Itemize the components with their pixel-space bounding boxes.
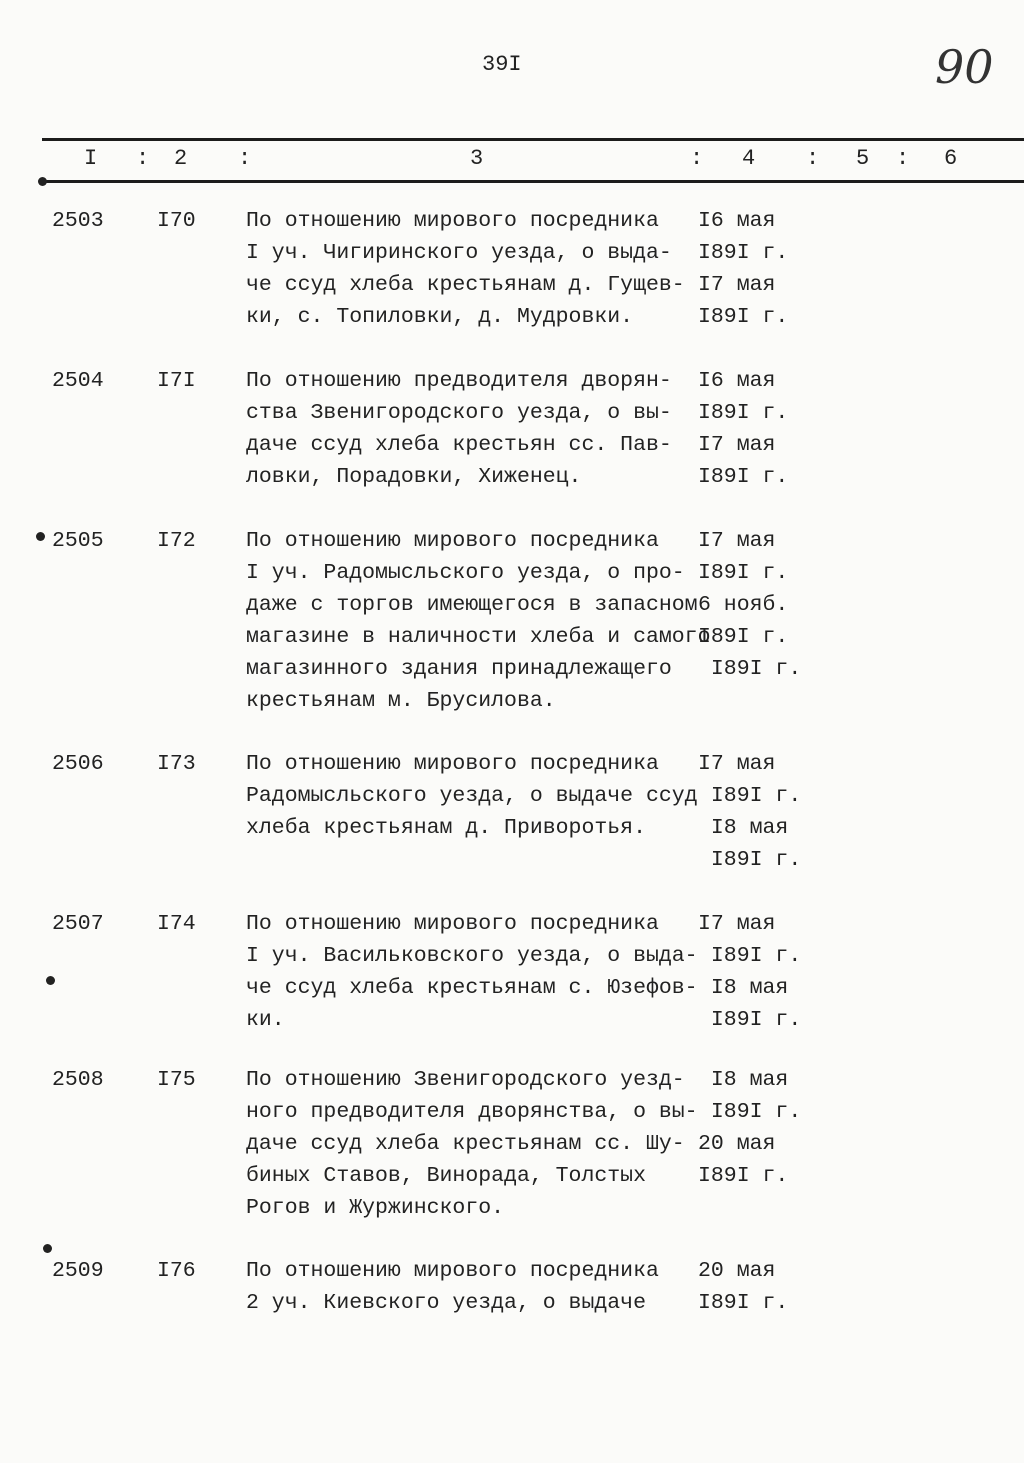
entry-date: I89I г. xyxy=(698,944,802,968)
entry-number: 2506 xyxy=(52,752,104,776)
entry-line xyxy=(0,205,1024,237)
entry-description: По отношению мирового посредника xyxy=(246,752,659,776)
entry-subnumber: I75 xyxy=(157,1068,196,1092)
entry-description: крестьянам м. Брусилова. xyxy=(246,689,556,713)
col-header-4: 4 xyxy=(742,146,756,171)
entry-line xyxy=(0,269,1024,301)
col-header-1: I xyxy=(84,146,98,171)
entry-date: I89I г. xyxy=(698,401,789,425)
entry-date: I89I г. xyxy=(698,784,802,808)
entry-description: Рогов и Журжинского. xyxy=(246,1196,505,1220)
entry-number: 2509 xyxy=(52,1259,104,1283)
entry-line xyxy=(0,429,1024,461)
entry-date: I89I г. xyxy=(698,848,802,872)
entry-subnumber: I73 xyxy=(157,752,196,776)
entry-description: По отношению мирового посредника xyxy=(246,209,659,233)
entry-subnumber: I7I xyxy=(157,369,196,393)
col-separator: : xyxy=(690,146,704,171)
col-header-2: 2 xyxy=(174,146,188,171)
header-top-rule xyxy=(42,138,1024,141)
entry-date: I89I г. xyxy=(698,625,789,649)
entry-description: че ссуд хлеба крестьянам с. Юзефов- xyxy=(246,976,698,1000)
entry-date: I89I г. xyxy=(698,561,789,585)
entry-description: По отношению Звенигородского уезд- xyxy=(246,1068,685,1092)
entry-line xyxy=(0,1255,1024,1287)
entry-line xyxy=(0,589,1024,621)
ink-dot xyxy=(43,1244,52,1253)
entry-line xyxy=(0,237,1024,269)
entry-description: I уч. Чигиринского уезда, о выда- xyxy=(246,241,672,265)
entry-line xyxy=(0,1004,1024,1036)
entry-date: I89I г. xyxy=(698,465,789,489)
entry-number: 2507 xyxy=(52,912,104,936)
entry-date: I7 мая xyxy=(698,752,776,776)
entry-number: 2505 xyxy=(52,529,104,553)
entry-date: I89I г. xyxy=(698,1291,789,1315)
entry-description: I уч. Васильковского уезда, о выда- xyxy=(246,944,698,968)
col-separator: : xyxy=(806,146,820,171)
entry-description: По отношению предводителя дворян- xyxy=(246,369,672,393)
entry-date: I89I г. xyxy=(698,1164,789,1188)
entry-line xyxy=(0,461,1024,493)
entry-description: 2 уч. Киевского уезда, о выдаче xyxy=(246,1291,646,1315)
entry-description: I уч. Радомысльского уезда, о про- xyxy=(246,561,685,585)
entry-date: I6 мая xyxy=(698,209,776,233)
register-entry xyxy=(0,908,1024,1036)
entry-subnumber: I74 xyxy=(157,912,196,936)
entry-description: ки. xyxy=(246,1008,285,1032)
col-separator: : xyxy=(238,146,252,171)
entry-line xyxy=(0,557,1024,589)
entry-description: биных Ставов, Винорада, Толстых xyxy=(246,1164,646,1188)
register-entry xyxy=(0,525,1024,717)
entry-line xyxy=(0,812,1024,844)
register-entry xyxy=(0,1064,1024,1224)
entry-line xyxy=(0,780,1024,812)
entry-date: I7 мая xyxy=(698,529,776,553)
entry-description: По отношению мирового посредника xyxy=(246,1259,659,1283)
entry-line xyxy=(0,397,1024,429)
entry-line xyxy=(0,1160,1024,1192)
register-entry xyxy=(0,205,1024,333)
entry-date: I89I г. xyxy=(698,1100,802,1124)
entry-date: I8 мая xyxy=(698,816,789,840)
entry-line xyxy=(0,301,1024,333)
entry-date: I8 мая xyxy=(698,976,789,1000)
entry-date: 20 мая xyxy=(698,1132,776,1156)
entry-date: I8 мая xyxy=(698,1068,789,1092)
entry-description: хлеба крестьянам д. Приворотья. xyxy=(246,816,646,840)
entry-line xyxy=(0,844,1024,876)
entry-description: даже с торгов имеющегося в запасном xyxy=(246,593,698,617)
entry-description: даче ссуд хлеба крестьян сс. Пав- xyxy=(246,433,672,457)
entry-line xyxy=(0,1192,1024,1224)
entry-date: I89I г. xyxy=(698,657,802,681)
entry-subnumber: I70 xyxy=(157,209,196,233)
entry-description: Радомысльского уезда, о выдаче ссуд xyxy=(246,784,698,808)
entry-description: По отношению мирового посредника xyxy=(246,912,659,936)
entry-date: I7 мая xyxy=(698,433,776,457)
entry-number: 2503 xyxy=(52,209,104,233)
entry-line xyxy=(0,1287,1024,1319)
entry-description: ного предводителя дворянства, о вы- xyxy=(246,1100,698,1124)
entry-description: че ссуд хлеба крестьянам д. Гущев- xyxy=(246,273,685,297)
entry-line xyxy=(0,685,1024,717)
ink-dot xyxy=(38,177,47,186)
entry-line xyxy=(0,1128,1024,1160)
col-header-3: 3 xyxy=(470,146,484,171)
entry-description: По отношению мирового посредника xyxy=(246,529,659,553)
entry-number: 2504 xyxy=(52,369,104,393)
entry-date: I6 мая xyxy=(698,369,776,393)
entry-subnumber: I72 xyxy=(157,529,196,553)
col-separator: : xyxy=(896,146,910,171)
entry-line xyxy=(0,1096,1024,1128)
col-header-5: 5 xyxy=(856,146,870,171)
entry-date: I89I г. xyxy=(698,1008,802,1032)
entry-description: ства Звенигородского уезда, о вы- xyxy=(246,401,672,425)
entry-number: 2508 xyxy=(52,1068,104,1092)
entry-line xyxy=(0,940,1024,972)
entry-date: 20 мая xyxy=(698,1259,776,1283)
entry-line xyxy=(0,525,1024,557)
entry-line xyxy=(0,908,1024,940)
register-entry xyxy=(0,1255,1024,1319)
entry-line xyxy=(0,748,1024,780)
entry-description: даче ссуд хлеба крестьянам сс. Шу- xyxy=(246,1132,685,1156)
entry-line xyxy=(0,972,1024,1004)
entry-line xyxy=(0,653,1024,685)
entry-description: магазине в наличности хлеба и самого xyxy=(246,625,711,649)
entry-date: I7 мая xyxy=(698,912,776,936)
entry-description: ки, с. Топиловки, д. Мудровки. xyxy=(246,305,634,329)
header-bottom-rule xyxy=(42,180,1024,183)
page-number: 39I xyxy=(482,52,522,77)
entry-line xyxy=(0,621,1024,653)
handwritten-folio-number: 90 xyxy=(935,40,994,94)
entry-subnumber: I76 xyxy=(157,1259,196,1283)
entry-line xyxy=(0,365,1024,397)
register-entry xyxy=(0,748,1024,876)
register-entry xyxy=(0,365,1024,493)
entry-description: магазинного здания принадлежащего xyxy=(246,657,672,681)
entry-date: I89I г. xyxy=(698,305,789,329)
entry-line xyxy=(0,1064,1024,1096)
entry-date: I7 мая xyxy=(698,273,776,297)
col-separator: : xyxy=(136,146,150,171)
entry-date: 6 нояб. xyxy=(698,593,789,617)
col-header-6: 6 xyxy=(944,146,958,171)
entry-date: I89I г. xyxy=(698,241,789,265)
entry-description: ловки, Порадовки, Хиженец. xyxy=(246,465,582,489)
